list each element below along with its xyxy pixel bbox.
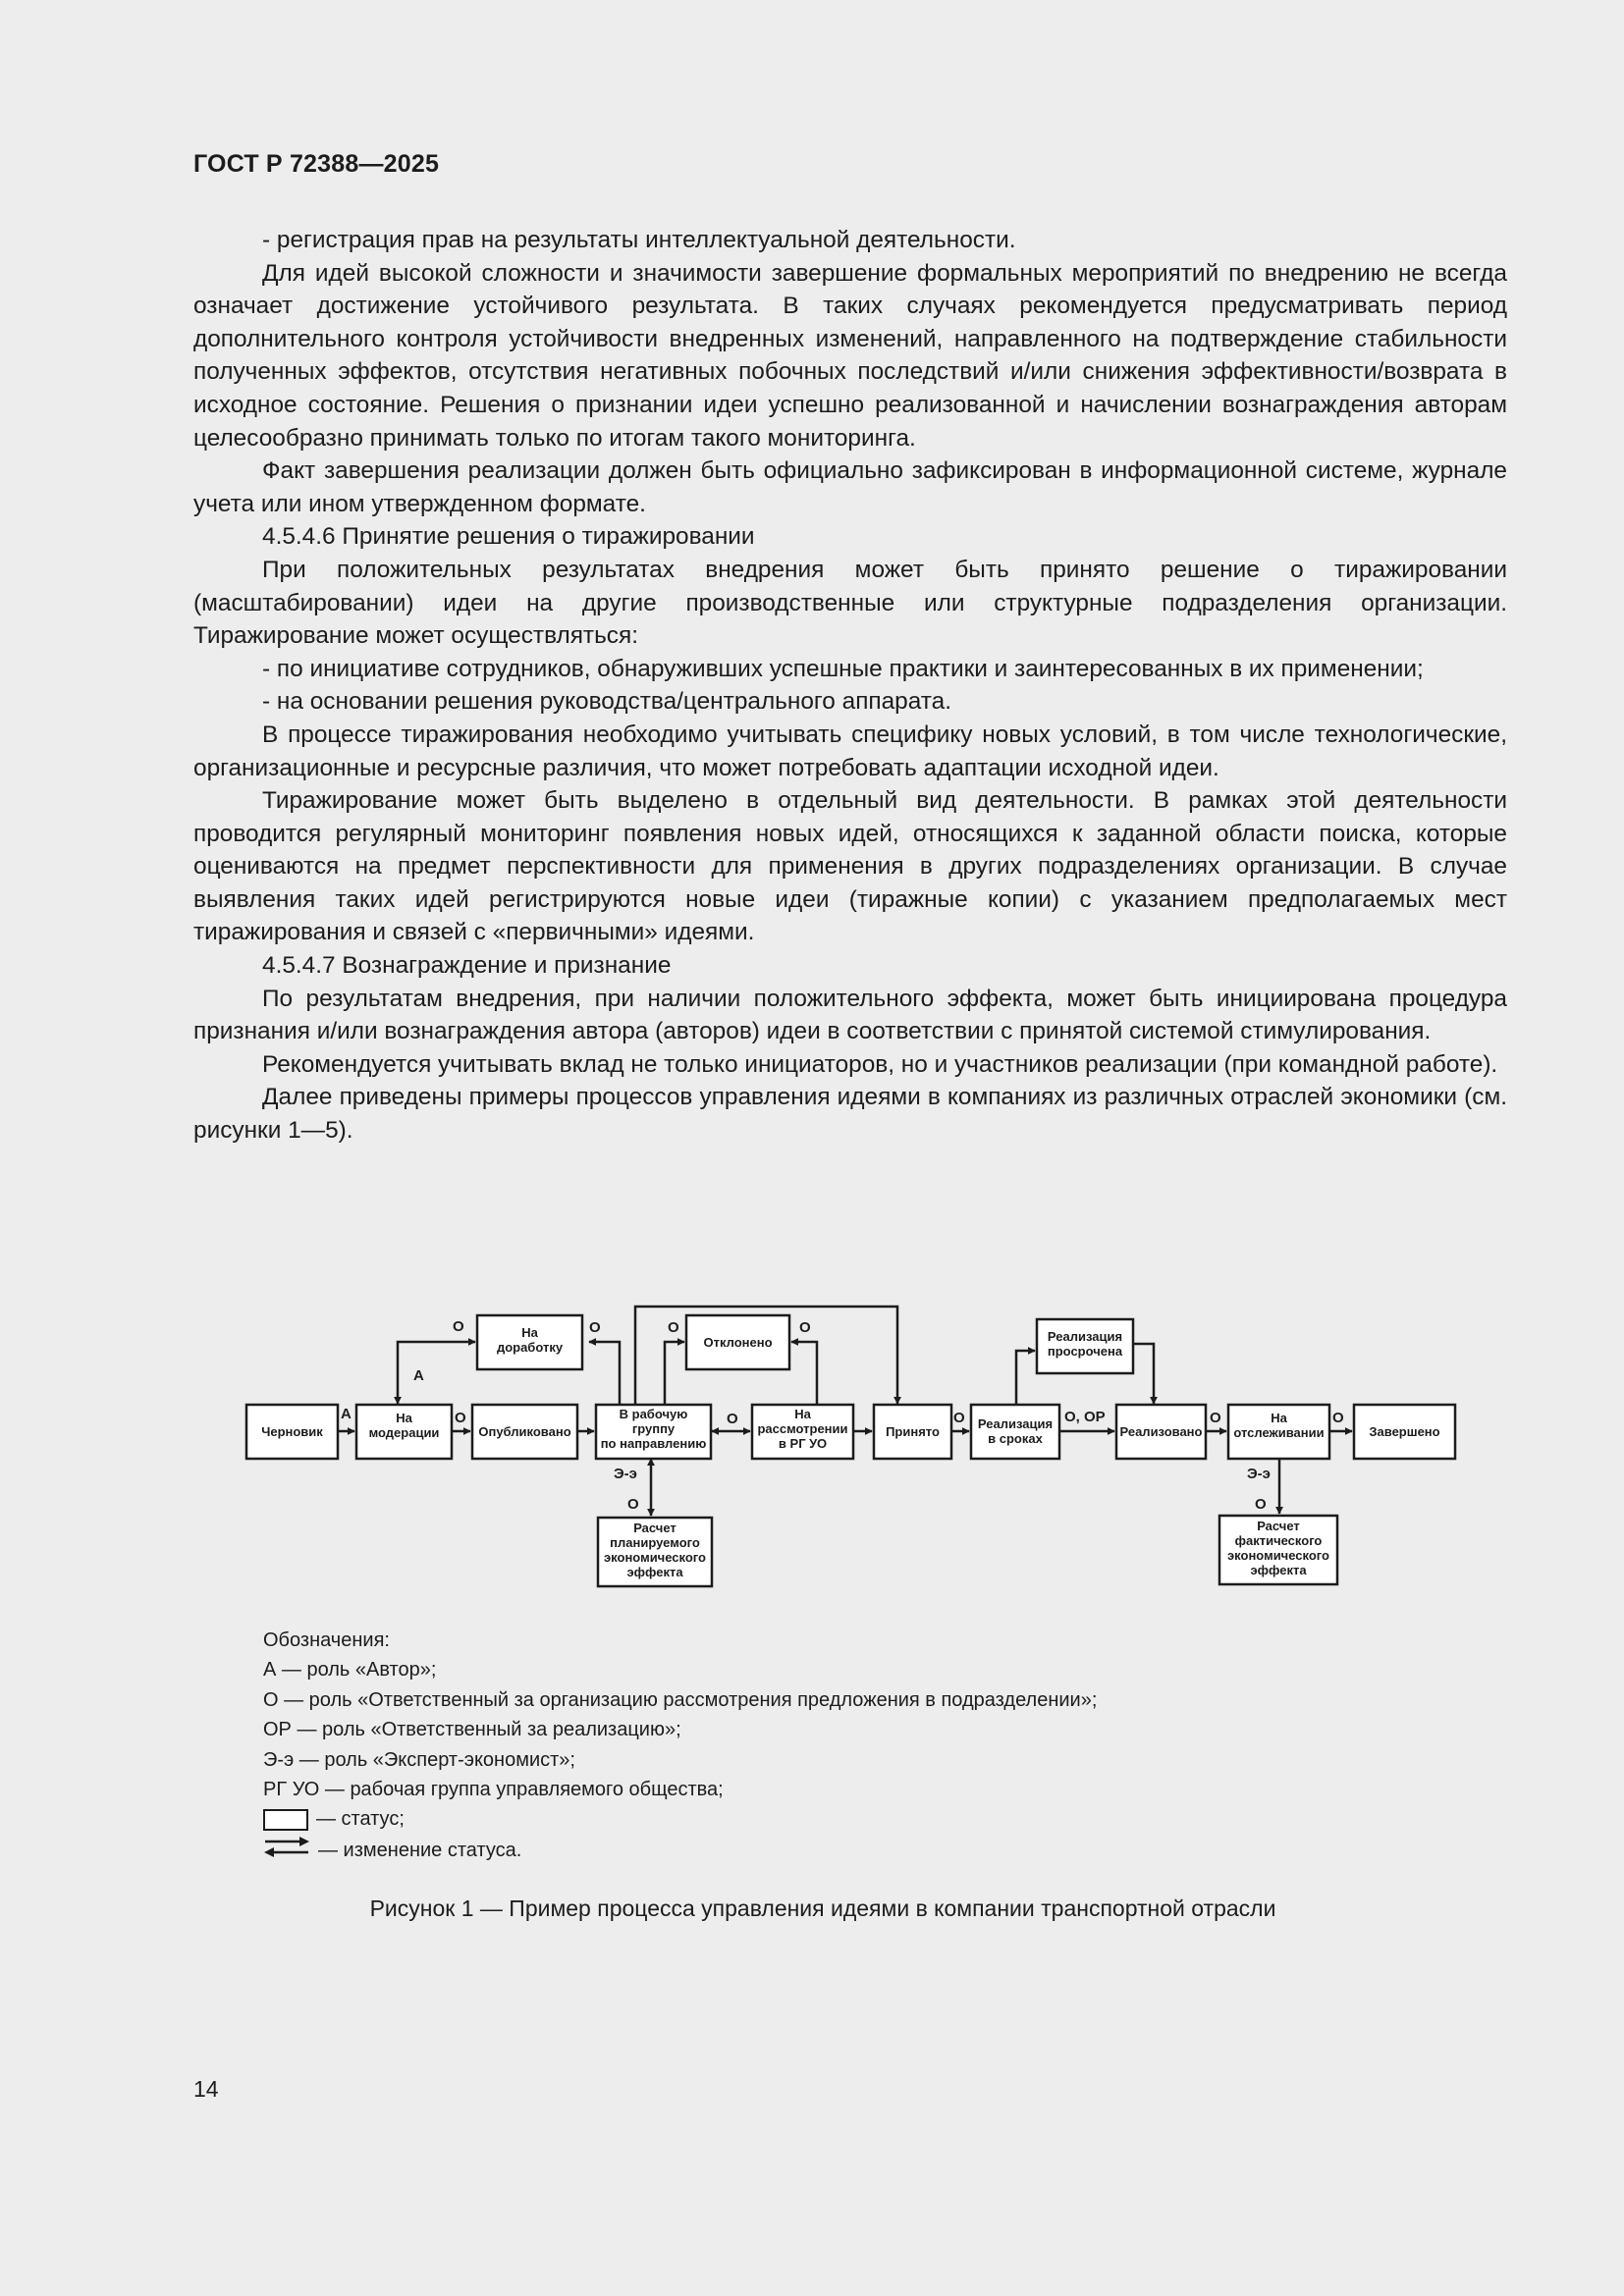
- legend-item: О — роль «Ответственный за организацию рассмотрения предложения в подразделении»;: [263, 1688, 1098, 1711]
- section-heading: 4.5.4.6 Принятие решения о тиражировании: [262, 523, 755, 551]
- status-box-tracking: [1228, 1405, 1329, 1459]
- role-label: Э-э: [1247, 1466, 1271, 1482]
- status-label: эффекта: [1250, 1563, 1307, 1577]
- paragraph: При положительных результатах внедрения может быть принято решение о тиражировании (масштабировании) идеи на другие производственные или структурные подразделения организации. Тиражирование может осуществляться:: [193, 556, 1507, 650]
- role-label: А: [413, 1367, 424, 1384]
- status-label: На: [396, 1411, 412, 1425]
- status-label: фактического: [1234, 1533, 1323, 1548]
- status-label: экономического: [1227, 1548, 1329, 1563]
- role-label: О: [1210, 1410, 1221, 1426]
- role-label: О, ОР: [1064, 1409, 1106, 1425]
- status-box-calc-planned: [598, 1518, 712, 1586]
- paragraph: Рекомендуется учитывать вклад не только инициаторов, но и участников реализации (при командной работе).: [262, 1050, 1498, 1078]
- status-label: экономического: [604, 1550, 706, 1565]
- role-label: Э-э: [614, 1466, 637, 1482]
- paragraph: Тиражирование может быть выделено в отдельный вид деятельности. В рамках этой деятельности проводится регулярный мониторинг появления новых идей, относящихся к заданной области поиска, которые оцениваются на предмет перспективности для применения в других подразделениях организации. В случае выявления таких идей регистрируются новые идеи (тиражные копии) с указанием предполагаемых мест тиражирования и связей с «первичными» идеями.: [193, 787, 1507, 946]
- legend-change-row: [263, 1835, 1097, 1867]
- status-box-in-time: [971, 1405, 1059, 1459]
- status-box-moderation: [356, 1405, 452, 1459]
- legend-item: Э-э — роль «Эксперт-экономист»;: [263, 1748, 575, 1771]
- status-label: Черновик: [261, 1424, 323, 1439]
- status-label: Завершено: [1369, 1424, 1440, 1439]
- legend-status-row: [263, 1804, 1097, 1834]
- document-header: ГОСТ Р 72388—2025: [193, 150, 440, 178]
- status-box-completed: [1354, 1405, 1455, 1459]
- status-label: модерации: [368, 1425, 440, 1440]
- status-label: Реализовано: [1119, 1424, 1203, 1439]
- role-label: О: [455, 1410, 466, 1426]
- status-label: Расчет: [1257, 1519, 1300, 1533]
- role-label: О: [668, 1319, 679, 1336]
- status-label: Расчет: [633, 1521, 677, 1535]
- legend-item: ОР — роль «Ответственный за реализацию»;: [263, 1719, 681, 1741]
- paragraph: Для идей высокой сложности и значимости завершение формальных мероприятий по внедрению не всегда означает достижение устойчивого результата. В таких случаях рекомендуется предусматривать период дополнительного контроля устойчивости внедренных изменений, направленного на подтверждение стабильности полученных эффектов, отсутствия негативных побочных последствий и/или снижения эффективности/возврата в исходное состояние. Решения о признании идеи успешно реализованной и начислении вознаграждения авторам целесообразно принимать только по итогам такого мониторинга.: [193, 259, 1507, 452]
- legend-item: РГ УО — рабочая группа управляемого общества;: [263, 1779, 724, 1801]
- figure-legend: [263, 1626, 1097, 1867]
- paragraph: - регистрация прав на результаты интеллектуальной деятельности.: [262, 227, 1016, 253]
- status-box-rework: [477, 1315, 582, 1369]
- status-label: Реализация: [1047, 1329, 1123, 1344]
- legend-item: А — роль «Автор»;: [263, 1659, 437, 1682]
- paragraph: По результатам внедрения, при наличии положительного эффекта, может быть инициирована процедура признания и/или вознаграждения автора (авторов) идеи в соответствии с принятой системой стимулирования.: [193, 985, 1507, 1045]
- paragraph: Далее приведены примеры процессов управления идеями в компаниях из различных отраслей экономики (см. рисунки 1—5).: [193, 1084, 1507, 1145]
- role-label: О: [627, 1496, 639, 1513]
- status-label: На: [1271, 1411, 1287, 1425]
- status-label: Реализация: [977, 1416, 1054, 1431]
- role-label: О: [453, 1318, 464, 1335]
- status-label: планируемого: [610, 1535, 700, 1550]
- status-label: Отклонено: [703, 1335, 773, 1350]
- status-label: эффекта: [626, 1565, 683, 1579]
- role-label: О: [799, 1319, 811, 1336]
- status-label: Опубликовано: [478, 1424, 571, 1439]
- bidirectional-arrow-icon: [263, 1835, 310, 1867]
- legend-change-label: — изменение статуса.: [318, 1839, 522, 1861]
- status-label: по направлению: [600, 1436, 707, 1451]
- legend-status-label: — статус;: [316, 1808, 405, 1831]
- status-box-rejected: [686, 1315, 789, 1369]
- status-box-calc-actual: [1219, 1516, 1337, 1584]
- role-label: О: [1332, 1410, 1344, 1426]
- status-label: Принято: [886, 1424, 940, 1439]
- status-box-review: [752, 1405, 853, 1459]
- status-label: В рабочую: [619, 1407, 688, 1421]
- paragraph: - на основании решения руководства/центрального аппарата.: [262, 688, 952, 716]
- status-label: На: [521, 1325, 538, 1340]
- status-label: группу: [631, 1421, 676, 1436]
- status-label: в сроках: [988, 1431, 1043, 1446]
- status-box-published: [472, 1405, 577, 1459]
- status-box-draft: [246, 1405, 338, 1459]
- role-label: О: [589, 1319, 601, 1336]
- paragraph: Факт завершения реализации должен быть официально зафиксирован в информационной системе, журнале учета или ином утвержденном формате.: [193, 457, 1507, 517]
- status-box-implemented: [1116, 1405, 1206, 1459]
- status-box-symbol-icon: [263, 1809, 308, 1831]
- status-label: просрочена: [1047, 1344, 1123, 1359]
- paragraph: - по инициативе сотрудников, обнаруживших успешные практики и заинтересованных в их применении;: [262, 655, 1424, 682]
- legend-title: Обозначения:: [263, 1629, 390, 1651]
- role-label: А: [341, 1406, 352, 1422]
- figure-caption: Рисунок 1 — Пример процесса управления идеями в компании транспортной отрасли: [369, 1896, 1276, 1921]
- status-label: На: [794, 1407, 811, 1421]
- page-number: 14: [193, 2076, 219, 2102]
- status-label: доработку: [496, 1340, 564, 1355]
- role-label: О: [953, 1410, 965, 1426]
- status-box-workgroup: [596, 1405, 711, 1459]
- section-heading: 4.5.4.7 Вознаграждение и признание: [262, 952, 672, 980]
- status-box-accepted: [874, 1405, 951, 1459]
- status-label: рассмотрении: [757, 1421, 848, 1436]
- status-box-overdue: [1037, 1319, 1133, 1373]
- role-label: О: [1255, 1496, 1267, 1513]
- status-label: в РГ УО: [778, 1436, 828, 1451]
- role-label: О: [727, 1411, 738, 1427]
- paragraph: В процессе тиражирования необходимо учитывать специфику новых условий, в том числе технологические, организационные и ресурсные различия, что может потребовать адаптации исходной идеи.: [193, 721, 1507, 781]
- status-label: отслеживании: [1233, 1425, 1325, 1440]
